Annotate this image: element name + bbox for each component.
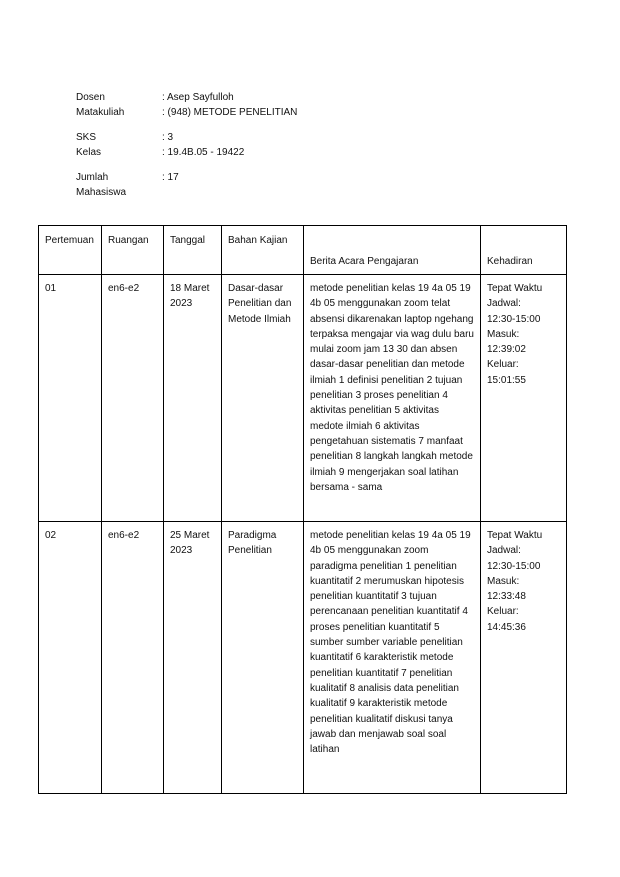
kehadiran-masuk-label: Masuk:: [487, 575, 520, 587]
matakuliah-label: Matakuliah: [76, 107, 125, 118]
cell-pertemuan: 01: [39, 275, 102, 522]
cell-berita-acara: metode penelitian kelas 19 4a 05 19 4b 05 menggunakan zoom paradigma penelitian 1 penelitian kuantitatif 2 merumuskan hipotesis penelitian kuantitatif 3 tujuan perencanaan penelitian kuantitatif 4 proses penelitian kuantitatif 5 sumber sumber variable penelitian kuantitatif 6 karakteristik metode penelitian kuantitatif 7 penelitian kualitatif 8 analisis data penelitian kualitatif 9 karakteristik metode penelitian kualitatif diskusi tanya jawab dan menjawab soal soal latihan: [304, 522, 481, 794]
cell-ruangan: en6-e2: [102, 275, 164, 522]
header-ruangan: Ruangan: [102, 226, 164, 275]
kehadiran-status: Tepat Waktu: [487, 530, 543, 541]
dosen-value: : Asep Sayfulloh: [162, 92, 234, 103]
header-kehadiran: Kehadiran: [481, 226, 567, 275]
table-row: [39, 275, 567, 522]
kehadiran-keluar: 14:45:36: [487, 621, 526, 633]
sks-label: SKS: [76, 132, 97, 143]
kehadiran-jadwal-label: Jadwal:: [487, 545, 521, 557]
cell-tanggal: 18 Maret 2023: [164, 275, 222, 522]
mahasiswa-label: Mahasiswa: [76, 187, 127, 198]
kehadiran-jadwal-label: Jadwal:: [487, 298, 521, 310]
cell-bahan-kajian: Dasar-dasar Penelitian dan Metode Ilmiah: [222, 275, 304, 522]
jumlah-label: Jumlah: [76, 172, 109, 183]
kehadiran-masuk: 12:39:02: [487, 344, 526, 356]
jumlah-value: : 17: [162, 172, 179, 183]
table-header-row: [39, 226, 567, 275]
cell-pertemuan: 02: [39, 522, 102, 794]
dosen-label: Dosen: [76, 92, 105, 103]
table-row: [39, 522, 567, 794]
kehadiran-masuk-label: Masuk:: [487, 328, 520, 340]
kehadiran-jadwal: 12:30-15:00: [487, 560, 541, 572]
cell-berita-acara: metode penelitian kelas 19 4a 05 19 4b 05 menggunakan zoom telat absensi dikarenakan laptop ngehang terpaksa mengajar via wag dulu baru mulai zoom jam 13 30 dan absen dasar-dasar penelitian dan metode ilmiah 1 definisi penelitian 2 tujuan penelitian 3 proses penelitian 4 aktivitas penelitian 5 aktivitas medote ilmiah 6 aktivitas pengetahuan sistematis 7 manfaat penelitian 8 langkah langkah metode ilmiah 9 mengerjakan soal latihan bersama - sama: [304, 275, 481, 522]
header-bahan-kajian: Bahan Kajian: [222, 226, 304, 275]
header-berita-acara: Berita Acara Pengajaran: [304, 226, 481, 275]
kehadiran-status: Tepat Waktu: [487, 283, 543, 294]
kehadiran-keluar: 15:01:55: [487, 374, 526, 386]
cell-ruangan: en6-e2: [102, 522, 164, 794]
kehadiran-jadwal: 12:30-15:00: [487, 313, 541, 325]
attendance-table: [38, 225, 567, 794]
cell-tanggal: 25 Maret 2023: [164, 522, 222, 794]
kehadiran-keluar-label: Keluar:: [487, 359, 519, 371]
matakuliah-value: : (948) METODE PENELITIAN: [162, 107, 298, 118]
cell-kehadiran: [481, 522, 567, 794]
cell-kehadiran: [481, 275, 567, 522]
kelas-label: Kelas: [76, 147, 102, 158]
cell-bahan-kajian: Paradigma Penelitian: [222, 522, 304, 794]
sks-value: : 3: [162, 132, 174, 143]
kehadiran-masuk: 12:33:48: [487, 591, 526, 603]
header-tanggal: Tanggal: [164, 226, 222, 275]
kehadiran-keluar-label: Keluar:: [487, 606, 519, 618]
kelas-value: : 19.4B.05 - 19422: [162, 147, 245, 158]
header-pertemuan: Pertemuan: [39, 226, 102, 275]
